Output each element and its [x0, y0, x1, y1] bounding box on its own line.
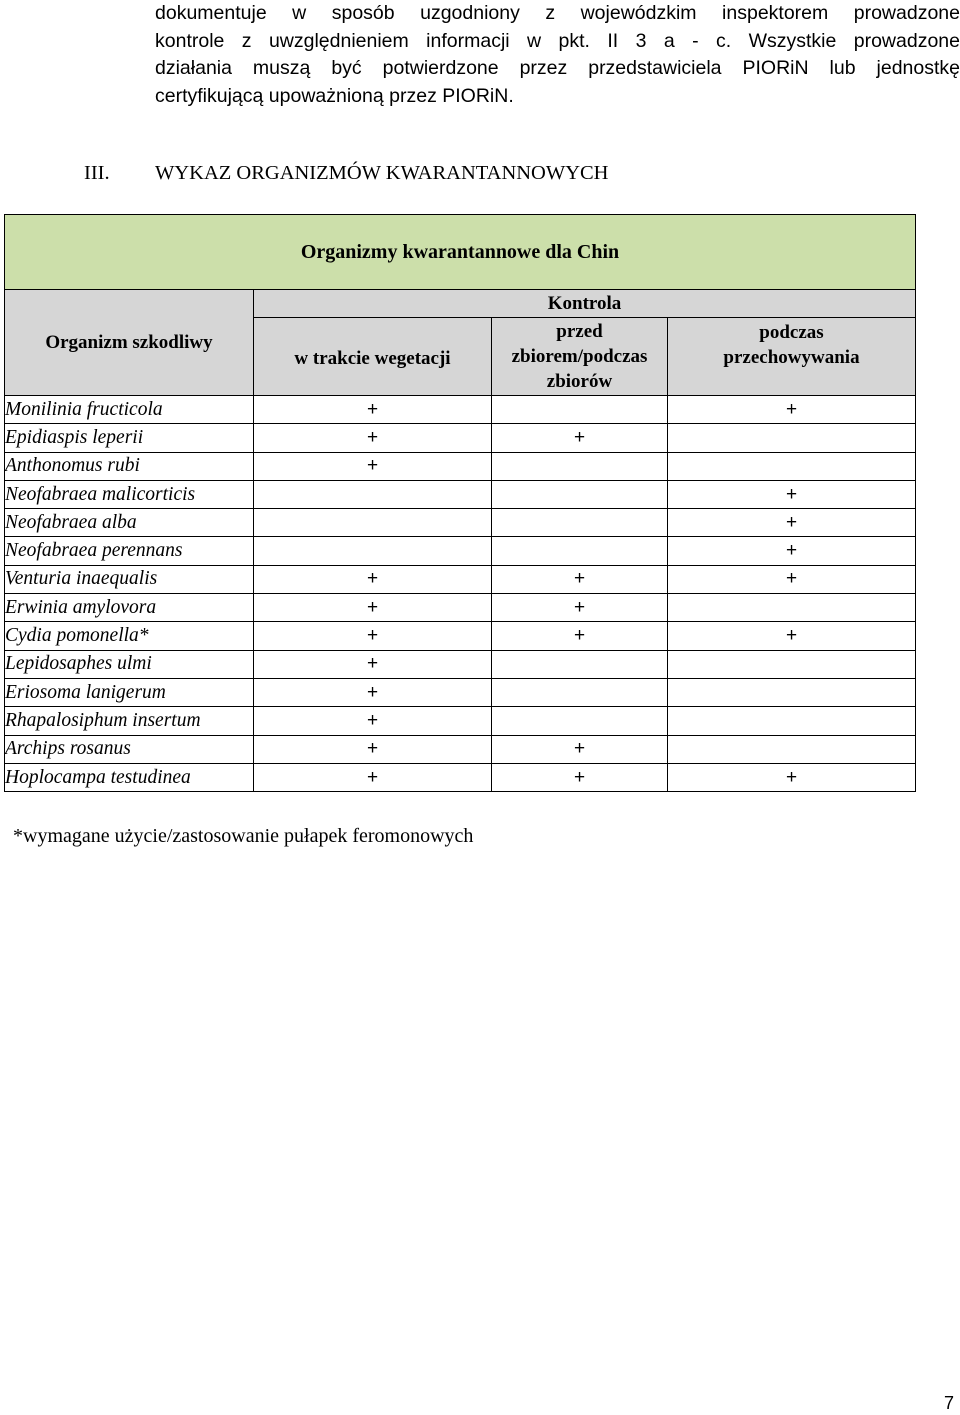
intro-line: działania muszą być potwierdzone przez przedstawiciela PIORiN lub jednostkę [155, 57, 960, 79]
table-row [5, 735, 916, 763]
storage-mark [668, 735, 916, 763]
page-number: 7 [943, 1393, 954, 1413]
storage-mark [668, 707, 916, 735]
table-row [5, 594, 916, 622]
storage-mark [668, 650, 916, 678]
organism-name: Anthonomus rubi [5, 452, 254, 480]
vegetation-mark: + [254, 565, 492, 593]
storage-mark [668, 424, 916, 452]
vegetation-mark: + [254, 650, 492, 678]
storage-mark [668, 594, 916, 622]
vegetation-mark: + [254, 452, 492, 480]
vegetation-mark: + [254, 678, 492, 706]
table-body [5, 396, 916, 792]
storage-mark: + [668, 537, 916, 565]
intro-paragraph [155, 0, 960, 110]
harvest-mark: + [492, 763, 668, 791]
header-kontrola: Kontrola [254, 290, 916, 318]
organism-name: Venturia inaequalis [5, 565, 254, 593]
intro-line: certyfikującą upoważnioną przez PIORiN. [155, 84, 514, 107]
header-vegetation: w trakcie wegetacji [254, 318, 492, 396]
vegetation-mark: + [254, 622, 492, 650]
storage-mark: + [668, 622, 916, 650]
vegetation-mark: + [254, 424, 492, 452]
storage-mark [668, 452, 916, 480]
harvest-mark: + [492, 594, 668, 622]
storage-mark: + [668, 763, 916, 791]
organism-name: Neofabraea alba [5, 509, 254, 537]
vegetation-mark [254, 480, 492, 508]
vegetation-mark: + [254, 735, 492, 763]
header-harvest-label: przed zbiorem/podczas zbiorów [511, 321, 648, 392]
section-title: WYKAZ ORGANIZMÓW KWARANTANNOWYCH [155, 162, 609, 184]
organism-name: Monilinia fructicola [5, 396, 254, 424]
harvest-mark: + [492, 735, 668, 763]
table-row [5, 565, 916, 593]
organism-name: Neofabraea malicorticis [5, 480, 254, 508]
table-row [5, 509, 916, 537]
vegetation-mark: + [254, 396, 492, 424]
table-row [5, 537, 916, 565]
vegetation-mark: + [254, 707, 492, 735]
harvest-mark: + [492, 565, 668, 593]
header-organism: Organizm szkodliwy [5, 290, 254, 396]
section-number: III. [84, 162, 110, 184]
table-row [5, 396, 916, 424]
harvest-mark [492, 707, 668, 735]
organism-name: Neofabraea perennans [5, 537, 254, 565]
table-row [5, 678, 916, 706]
harvest-mark [492, 509, 668, 537]
header-row [5, 290, 916, 318]
storage-mark: + [668, 480, 916, 508]
harvest-mark [492, 537, 668, 565]
storage-mark: + [668, 565, 916, 593]
harvest-mark [492, 396, 668, 424]
table-title: Organizmy kwarantannowe dla Chin [5, 215, 916, 290]
organism-name: Epidiaspis leperii [5, 424, 254, 452]
organism-name: Rhapalosiphum insertum [5, 707, 254, 735]
footnote: *wymagane użycie/zastosowanie pułapek feromonowych [13, 825, 474, 847]
harvest-mark: + [492, 622, 668, 650]
header-harvest [492, 318, 668, 396]
storage-mark [668, 678, 916, 706]
harvest-mark: + [492, 424, 668, 452]
organism-name: Eriosoma lanigerum [5, 678, 254, 706]
vegetation-mark: + [254, 594, 492, 622]
intro-line: kontrole z uwzględnieniem informacji w pkt. II 3 a - c. Wszystkie prowadzone [155, 29, 960, 52]
harvest-mark [492, 452, 668, 480]
organism-name: Cydia pomonella* [5, 622, 254, 650]
vegetation-mark [254, 509, 492, 537]
organism-name: Erwinia amylovora [5, 594, 254, 622]
harvest-mark [492, 480, 668, 508]
table-row [5, 452, 916, 480]
section-heading [84, 158, 608, 188]
storage-mark: + [668, 396, 916, 424]
harvest-mark [492, 650, 668, 678]
table-row [5, 480, 916, 508]
table-row [5, 650, 916, 678]
table-title-row [5, 215, 916, 290]
table-row [5, 424, 916, 452]
vegetation-mark: + [254, 763, 492, 791]
organism-name: Lepidosaphes ulmi [5, 650, 254, 678]
vegetation-mark [254, 537, 492, 565]
table-row [5, 763, 916, 791]
storage-mark: + [668, 509, 916, 537]
table-row [5, 707, 916, 735]
table-row [5, 622, 916, 650]
harvest-mark [492, 678, 668, 706]
organism-name: Hoplocampa testudinea [5, 763, 254, 791]
organism-name: Archips rosanus [5, 735, 254, 763]
quarantine-table [4, 214, 916, 792]
intro-line: dokumentuje w sposób uzgodniony z wojewódzkim inspektorem prowadzone [155, 2, 960, 24]
header-storage [668, 318, 916, 396]
header-storage-label: podczas przechowywania [723, 322, 860, 368]
